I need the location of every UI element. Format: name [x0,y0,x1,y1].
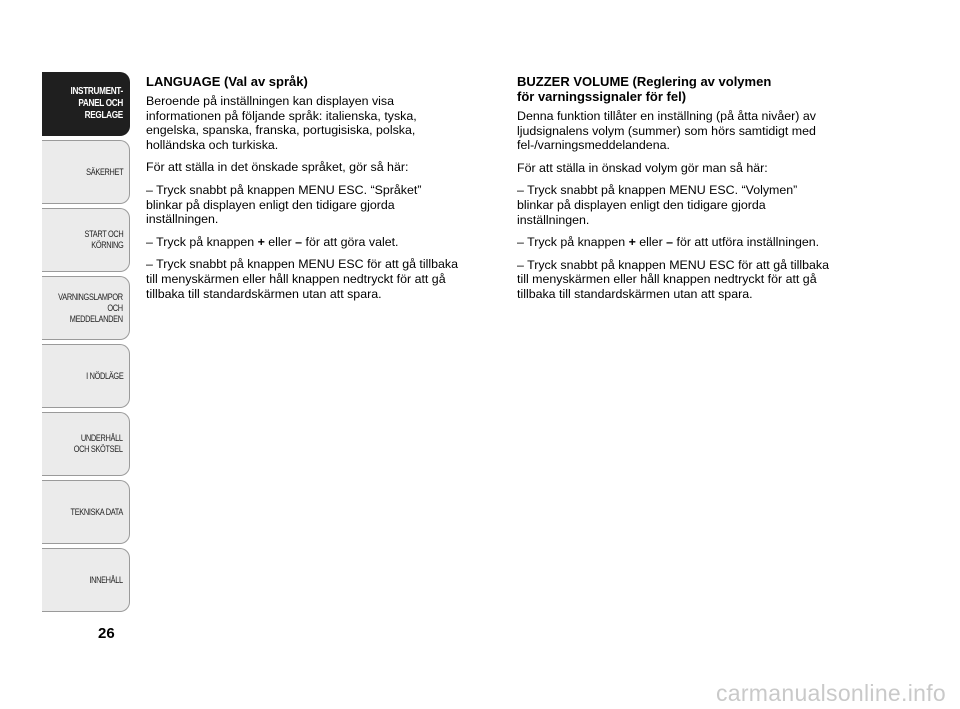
section-heading: LANGUAGE (Val av språk) [146,74,308,89]
tab-label: VARNINGSLAMPOR OCH MEDDELANDEN [58,291,123,324]
text: för att utföra inställningen. [673,235,820,250]
minus-symbol: – [295,234,303,249]
tab-tekniska-data[interactable] [42,480,130,544]
paragraph: – Tryck snabbt på knappen MENU ESC för att gå tillbaka till menyskärmen eller håll knappen nedtryckt för att gå tillbaka till standardskärmen utan att spara. [517,257,829,301]
paragraph: – Tryck snabbt på knappen MENU ESC. “Språket” blinkar på displayen enligt den tidigare gjorda inställningen. [146,182,422,227]
section-heading: BUZZER VOLUME (Reglering av volymen för varningssignaler för fel) [517,74,772,104]
paragraph [146,235,498,250]
tab-label: I NÖDLÄGE [85,370,123,381]
tab-label: TEKNISKA DATA [70,506,123,517]
tab-varningslampor-och-meddelanden[interactable] [42,276,130,340]
tab-label: START OCH KÖRNING [84,229,123,250]
page-number: 26 [98,625,115,642]
buzzer-volume-section [517,74,869,310]
paragraph [517,235,869,250]
tab-label: INSTRUMENT- PANEL OCH REGLAGE [70,86,123,121]
tab-i-nodlage[interactable] [42,344,130,408]
plus-symbol: + [628,235,636,250]
tab-underhall-och-skotsel[interactable] [42,412,130,476]
text: eller [635,235,667,250]
text: – Tryck på knappen [517,235,629,250]
language-section [146,74,498,309]
tab-start-och-korning[interactable] [42,208,130,272]
paragraph: Beroende på inställningen kan displayen visa informationen på följande språk: italienska, tyska, engelska, spanska, franska, portugisiska, polska, holländska och turkiska. [146,94,417,152]
paragraph: För att ställa in önskad volym gör man så här: [517,160,768,175]
text: eller [264,234,296,249]
tab-label: INNEHÅLL [89,574,123,585]
minus-symbol: – [666,235,674,250]
text: för att göra valet. [302,234,399,249]
tab-label: UNDERHÅLL OCH SKÖTSEL [74,433,123,454]
tab-innehall[interactable] [42,548,130,612]
watermark: carmanualsonline.info [715,680,946,706]
text: – Tryck på knappen [146,234,258,249]
tab-label: SÄKERHET [85,166,123,177]
paragraph: – Tryck snabbt på knappen MENU ESC. “Volymen” blinkar på displayen enligt den tidigare gjorda inställningen. [517,183,798,227]
paragraph: – Tryck snabbt på knappen MENU ESC för att gå tillbaka till menyskärmen eller håll knappen nedtryckt för att gå tillbaka till standardskärmen utan att spara. [146,257,458,301]
paragraph: För att ställa in det önskade språket, gör så här: [146,160,409,175]
plus-symbol: + [257,234,265,249]
tab-sakerhet[interactable] [42,140,130,204]
paragraph: Denna funktion tillåter en inställning (på åtta nivåer) av ljudsignalens volym (summer) som hörs samtidigt med fel-/varningsmeddelandena. [517,109,816,153]
tab-instrumentpanel-och-reglage[interactable] [42,72,130,136]
